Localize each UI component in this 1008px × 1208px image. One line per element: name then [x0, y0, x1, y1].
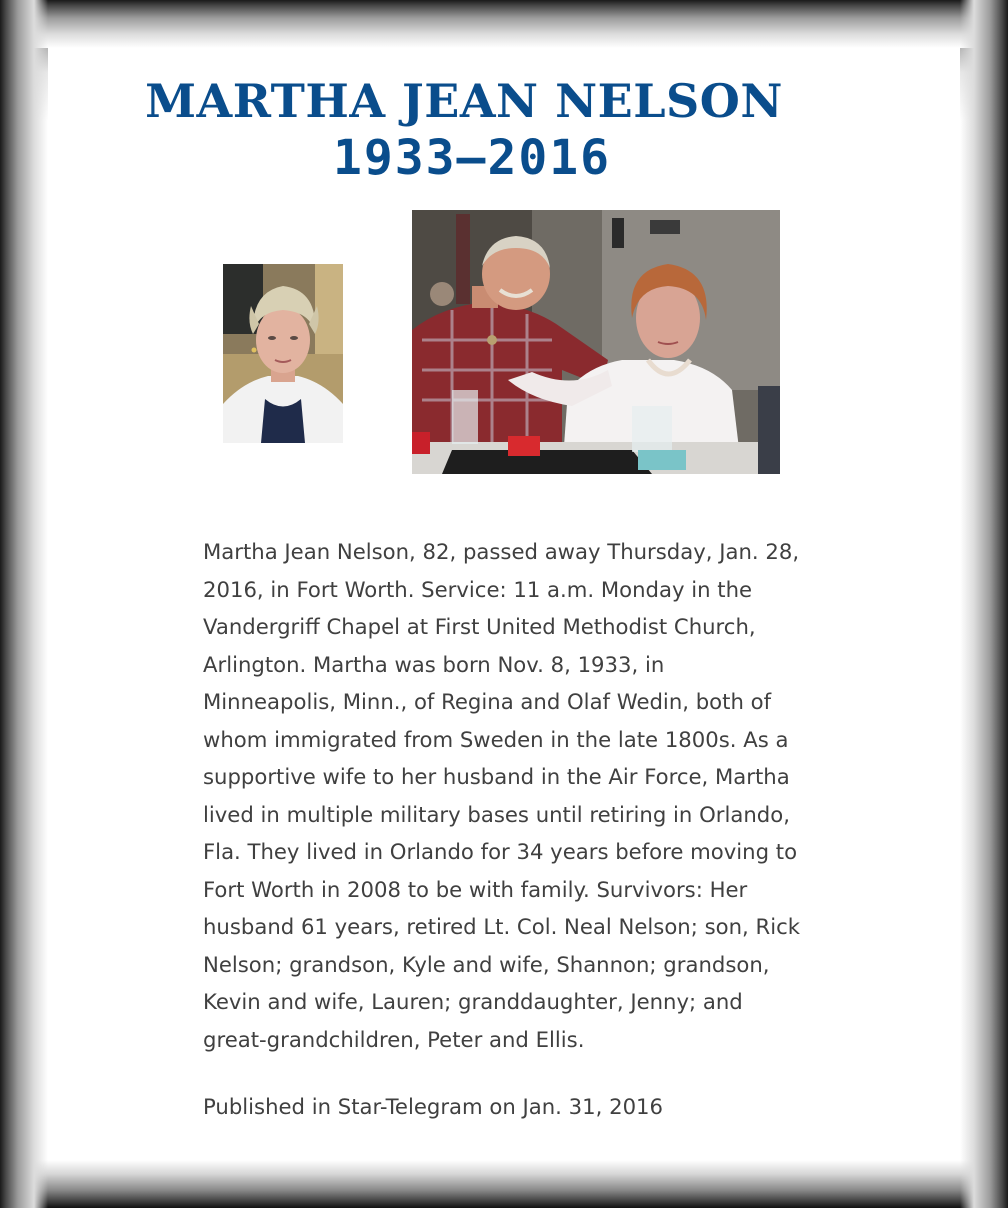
portrait-photo [223, 264, 343, 443]
page-title: MARTHA JEAN NELSON [145, 74, 783, 128]
frame-bevel-right [960, 0, 1008, 1208]
frame-bevel-top [0, 0, 1008, 48]
couple-photo [412, 210, 780, 474]
frame-bevel-left [0, 0, 48, 1208]
life-dates: 1933–2016 [332, 130, 612, 186]
publication-note: Published in Star-Telegram on Jan. 31, 2016 [203, 1094, 664, 1119]
frame-bevel-bottom [0, 1160, 1008, 1208]
content-panel [48, 48, 960, 1160]
obituary-text: Martha Jean Nelson, 82, passed away Thursday, Jan. 28, 2016, in Fort Worth. Service: 11 a.m. Monday in the Vandergriff Chapel at First United Methodist Church, Arlington. Martha was born Nov. 8, 1933, in Minneapolis, Minn., of Regina and Olaf Wedin, both of whom immigrated from Sweden in the late 1800s. As a supportive wife to her husband in the Air Force, Martha lived in multiple military bases until retiring in Orlando, Fla. They lived in Orlando for 34 years before moving to Fort Worth in 2008 to be with family. Survivors: Her husband 61 years, retired Lt. Col. Neal Nelson; son, Rick Nelson; grandson, Kyle and wife, Shannon; grandson, Kevin and wife, Lauren; granddaughter, Jenny; and great-grandchildren, Peter and Ellis. [203, 539, 801, 1052]
